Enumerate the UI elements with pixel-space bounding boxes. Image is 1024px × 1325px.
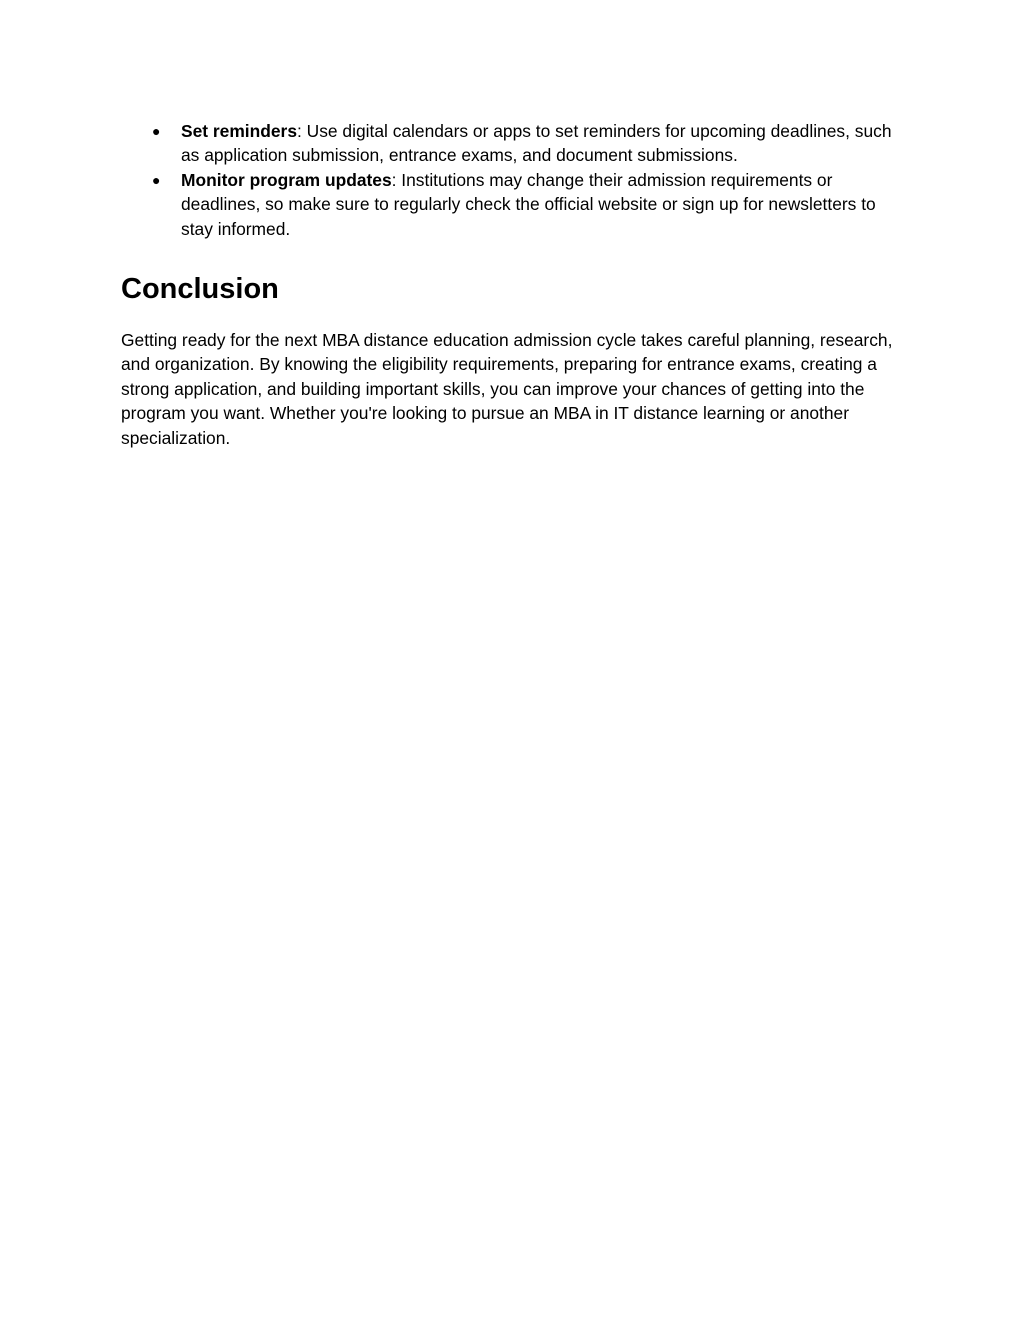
list-item	[121, 119, 911, 168]
conclusion-heading: Conclusion	[121, 273, 279, 306]
bullet-icon: ●	[152, 171, 161, 188]
bullet-icon: ●	[152, 123, 161, 139]
conclusion-paragraph: Getting ready for the next MBA distance education admission cycle takes careful planning, research, and organization. By knowing the eligibility requirements, preparing for entrance exams, creating a strong application, and building important skills, you can improve your chances of getting into the program you want. Whether you're looking to pursue an MBA in IT distance learning or another specialization.	[121, 330, 893, 448]
list-item-text: : Use digital calendars or apps to set reminders for upcoming deadlines, such as application submission, entrance exams, and document submissions.	[181, 121, 892, 166]
list-item-term: Monitor program updates	[181, 169, 392, 190]
list-item-text: : Institutions may change their admission requirements or deadlines, so make sure to regularly check the official website or sign up for newsletters to stay informed.	[181, 169, 876, 239]
list-item-term: Set reminders	[181, 121, 297, 141]
tips-list	[121, 119, 911, 241]
list-item	[121, 168, 911, 241]
page-content	[121, 119, 911, 450]
